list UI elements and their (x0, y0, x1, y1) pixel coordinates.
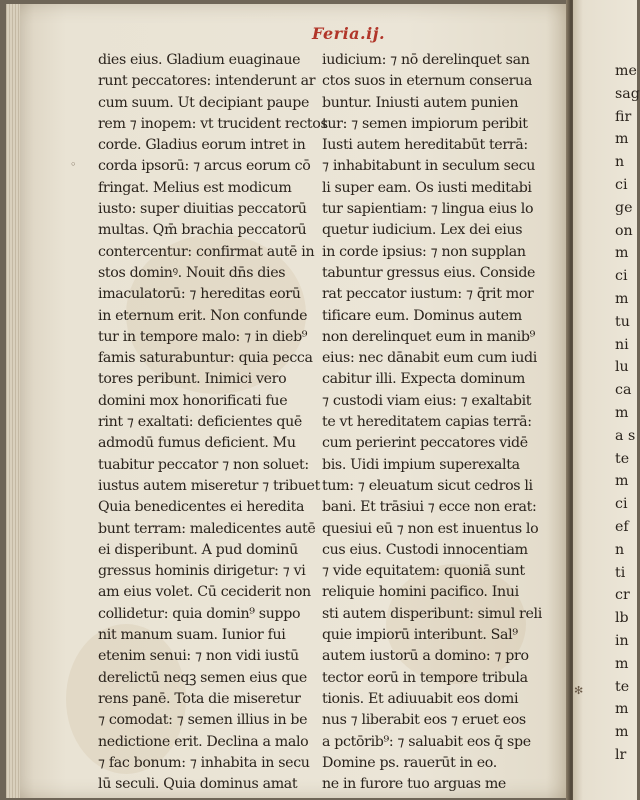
facing-page-line: m (615, 404, 629, 421)
text-line: iustus autem miseretur ⁊ tribuet (98, 477, 320, 494)
text-line: admodū fumus deficient. Mu (98, 435, 296, 452)
text-line: quetur iudicium. Lex dei eius (322, 222, 523, 239)
text-line: nus ⁊ liberabit eos ⁊ eruet eos (322, 712, 526, 729)
text-line: non derelinquet eum in manib⁹ (322, 328, 535, 345)
text-line: contercentur: confirmat autē in (98, 243, 315, 260)
text-line: te vt hereditatem capias terrā: (322, 414, 532, 431)
text-line: lū seculi. Quia dominus amat (98, 776, 298, 793)
text-line: tificare eum. Dominus autem (322, 307, 522, 324)
text-line: Domine ps. rauerūt in eo. (322, 754, 497, 771)
text-line: tores peribunt. Inimici vero (98, 371, 287, 388)
text-line: ⁊ fac bonum: ⁊ inhabita in secu (98, 754, 310, 771)
text-line: derelictū neqꝫ semen eius que (98, 669, 307, 686)
text-line: ctos suos in eternum conserua (322, 73, 532, 90)
text-line: ⁊ vide equitatem: quoniā sunt (322, 563, 525, 580)
margin-mark: ✻ (574, 684, 584, 697)
text-line: quesiui eū ⁊ non est inuentus lo (322, 520, 539, 537)
facing-page-line: a s (615, 427, 636, 444)
facing-page-line: m (615, 473, 629, 490)
facing-page-line: lu (615, 359, 629, 376)
facing-page-line: me (615, 63, 637, 79)
facing-page-line: fir (615, 108, 632, 125)
facing-page-line: ci (615, 496, 628, 513)
text-line: iusto: super diuitias peccatorū (98, 201, 307, 218)
text-line: ⁊ inhabitabunt in seculum secu (322, 158, 536, 175)
text-line: tur sapientiam: ⁊ lingua eius lo (322, 201, 534, 218)
text-line: eius: nec dānabit eum cum iudi (322, 350, 537, 367)
text-line: autem iustorū a domino: ⁊ pro (322, 648, 529, 665)
text-line: ne in furore tuo arguas me (322, 776, 506, 793)
text-line: fringat. Melius est modicum (98, 179, 292, 196)
text-line: gressus hominis dirigetur: ⁊ vi (98, 563, 306, 580)
text-column-right (322, 50, 550, 795)
text-line: cum perierint peccatores vidē (322, 435, 528, 452)
text-line: corda ipsorū: ⁊ arcus eorum cō (98, 158, 311, 175)
facing-page-line: ni (615, 336, 629, 353)
facing-page-line: ci (615, 268, 628, 285)
facing-page-line: ef (615, 518, 629, 535)
text-column-left (98, 50, 328, 795)
text-line: tur in tempore malo: ⁊ in dieb⁹ (98, 328, 308, 345)
text-line: ei disperibunt. A pud dominū (98, 541, 298, 558)
text-line: sti autem disperibunt: simul reli (322, 605, 542, 622)
facing-page-line: sag (615, 85, 640, 102)
text-line: tionis. Et adiuuabit eos domi (322, 690, 519, 707)
text-line: runt peccatores: intenderunt ar (98, 73, 316, 90)
text-line: tum: ⁊ eleuatum sicut cedros li (322, 477, 533, 494)
text-line: bis. Uidi impium superexalta (322, 456, 520, 473)
text-line: cabitur illi. Expecta dominum (322, 371, 525, 388)
facing-page-line: in (615, 632, 629, 649)
text-line: iudicium: ⁊ nō derelinquet san (322, 52, 530, 68)
facing-page-line: ti (615, 564, 626, 581)
text-line: bani. Et trāsiui ⁊ ecce non erat: (322, 499, 537, 516)
text-line: stos dominꝰ. Nouit dn̄s dies (98, 264, 286, 281)
facing-page-line: te (615, 450, 630, 467)
text-line: Quia benedicentes ei heredita (98, 499, 305, 516)
text-line: nedictione erit. Declina a malo (98, 733, 309, 750)
facing-page-line: m (615, 245, 629, 262)
text-line: Iusti autem hereditabūt terrā: (322, 137, 528, 154)
text-line: in eternum erit. Non confunde (98, 307, 308, 324)
text-line: li super eam. Os iusti meditabi (322, 179, 532, 196)
facing-page-line: cr (615, 587, 630, 604)
text-line: etenim senui: ⁊ non vidi iustū (98, 648, 299, 665)
facing-page-line: n (615, 541, 625, 558)
facing-page-line: m (615, 290, 629, 307)
text-line: in corde ipsius: ⁊ non supplan (322, 243, 526, 260)
text-line: domini mox honorificati fue (98, 392, 288, 409)
text-line: rat peccator iustum: ⁊ q̄rit mor (322, 286, 534, 303)
facing-page-line: lr (615, 746, 627, 763)
text-line: rint ⁊ exaltati: deficientes quē (98, 414, 302, 431)
text-line: rens panē. Tota die miseretur (98, 690, 301, 707)
facing-page-line: tu (615, 313, 630, 330)
page-edge (6, 4, 20, 798)
text-line: famis saturabuntur: quia pecca (98, 350, 313, 367)
facing-page-text (615, 60, 640, 767)
text-line: tuabitur peccator ⁊ non soluet: (98, 456, 309, 473)
text-line: dies eius. Gladium euaginaue (98, 52, 301, 68)
text-line: ⁊ comodat: ⁊ semen illius in be (98, 712, 308, 729)
facing-page-line: lb (615, 610, 629, 627)
text-line: corde. Gladius eorum intret in (98, 137, 306, 154)
text-line: collidetur: quia domin⁹ suppo (98, 605, 301, 622)
text-line: tector eorū in tempore tribula (322, 669, 528, 686)
text-line: am eius volet. Cū ceciderit non (98, 584, 311, 601)
facing-page-line: te (615, 678, 630, 695)
facing-page-line: n (615, 154, 625, 171)
facing-page (573, 0, 640, 800)
facing-page-line: m (615, 655, 629, 672)
text-line: ⁊ custodi viam eius: ⁊ exaltabit (322, 392, 532, 409)
text-line: cum suum. Ut decipiant paupe (98, 94, 309, 111)
text-line: quie impiorū interibunt. Sal⁹ (322, 627, 518, 644)
facing-page-line: ci (615, 176, 628, 193)
margin-mark: ◦ (70, 158, 77, 171)
text-line: a pctōrib⁹: ⁊ saluabit eos q̄ spe (322, 733, 531, 750)
running-header: Feria.ij. (312, 24, 386, 43)
facing-page-line: ge (615, 199, 633, 216)
facing-page-line: ca (615, 382, 632, 399)
facing-page-line: m (615, 131, 629, 148)
text-line: nit manum suam. Iunior fui (98, 627, 286, 644)
text-line: buntur. Iniusti autem punien (322, 94, 519, 111)
text-line: rem ⁊ inopem: vt trucident rectos (98, 115, 328, 132)
text-line: bunt terram: maledicentes autē (98, 520, 316, 537)
text-line: multas. Qm̄ brachia peccatorū (98, 222, 307, 239)
facing-page-line: on (615, 222, 633, 239)
text-line: tur: ⁊ semen impiorum peribit (322, 115, 528, 132)
facing-page-line: m (615, 701, 629, 718)
text-line: cus eius. Custodi innocentiam (322, 541, 528, 558)
text-line: tabuntur gressus eius. Conside (322, 264, 536, 281)
facing-page-line: m (615, 724, 629, 741)
text-line: imaculatorū: ⁊ hereditas eorū (98, 286, 301, 303)
text-line: reliquie homini pacifico. Inui (322, 584, 519, 601)
